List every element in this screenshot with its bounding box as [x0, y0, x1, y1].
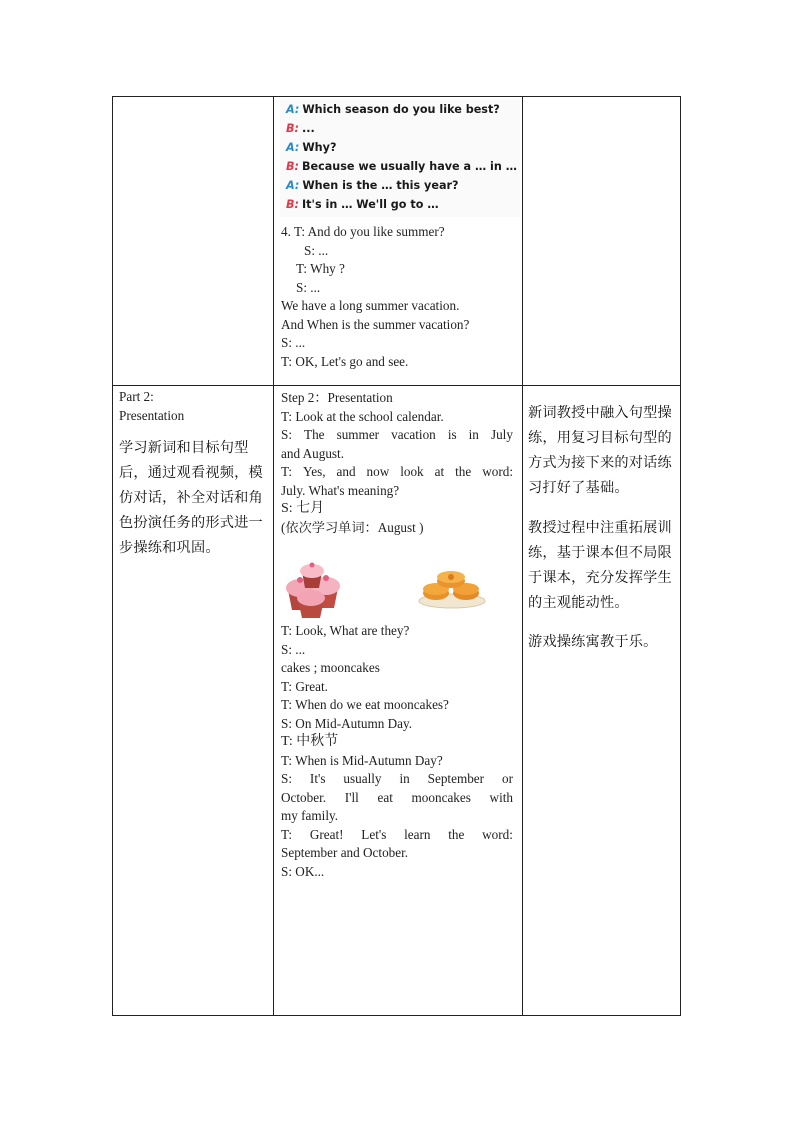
- text-line: T: Look at the school calendar.: [281, 408, 444, 424]
- word: at: [434, 464, 445, 479]
- text-line: S: 七月: [281, 501, 325, 516]
- word: T:: [281, 464, 293, 479]
- mooncakes-image: [418, 567, 486, 609]
- text-line: [281, 789, 513, 808]
- note-paragraph: 教授过程中注重拓展训练，基于课本但不局限于课本，充分发挥学生的主观能动性。: [528, 520, 672, 611]
- dialogue-line: A: Which season do you like best?: [286, 103, 500, 116]
- text-line: my family.: [281, 808, 339, 823]
- text-line: July. What's meaning?: [281, 482, 400, 498]
- notes-cell: [528, 401, 677, 655]
- word: July: [490, 427, 513, 442]
- mooncake: [437, 571, 465, 588]
- text-line: [281, 826, 513, 845]
- dialogue-line: A: When is the … this year?: [286, 179, 459, 192]
- step-title: Step 2：Presentation: [281, 390, 393, 405]
- word: learn: [404, 826, 431, 842]
- text-line: S: ...: [281, 335, 306, 350]
- word: word:: [482, 464, 513, 479]
- word: Let's: [361, 826, 387, 842]
- step-cell-top: [281, 389, 513, 537]
- row1-step-text: [281, 223, 516, 371]
- text-line: T: 中秋节: [281, 734, 339, 749]
- word: and: [336, 464, 356, 479]
- lesson-table: [112, 96, 681, 1016]
- word: now: [366, 464, 390, 479]
- table-border-left: [112, 96, 113, 1016]
- text-line: We have a long summer vacation.: [281, 298, 460, 313]
- word: September: [427, 771, 485, 786]
- table-border-right: [680, 96, 681, 1016]
- word: The: [304, 427, 325, 442]
- text-line: And When is the summer vacation?: [281, 316, 470, 332]
- part-cell: [119, 388, 269, 561]
- word: Great!: [309, 826, 344, 842]
- word: Yes,: [303, 464, 326, 479]
- word: It's: [309, 771, 326, 786]
- word: T:: [281, 826, 293, 842]
- table-border-top: [112, 96, 681, 97]
- dialogue-line: A: Why?: [286, 141, 337, 154]
- word: word:: [482, 826, 513, 842]
- text-line: [281, 770, 513, 789]
- text-line: [281, 426, 513, 445]
- word: mooncakes: [411, 789, 471, 805]
- word: the: [455, 464, 472, 479]
- text-line: S: ...: [304, 242, 329, 258]
- word: or: [501, 771, 513, 786]
- word: look: [400, 464, 424, 479]
- word: in: [468, 427, 479, 442]
- note-paragraph: 游戏操练寓教于乐。: [528, 634, 658, 650]
- note-paragraph: 新词教授中融入句型操练，用复习目标句型的方式为接下来的对话练习打好了基础。: [528, 405, 672, 496]
- word: in: [399, 771, 410, 786]
- text-line: [281, 463, 513, 482]
- step-cell-bottom: [281, 622, 513, 881]
- text-line: S: ...: [281, 641, 306, 657]
- word: usually: [343, 771, 382, 786]
- text-line: T: Look, What are they?: [281, 623, 410, 638]
- text-line: 4. T: And do you like summer?: [281, 224, 445, 239]
- word: is: [447, 427, 457, 442]
- text-line: cakes ; mooncakes: [281, 660, 380, 675]
- dialogue-line: B: It's in … We'll go to …: [286, 198, 439, 211]
- word: with: [489, 789, 513, 805]
- word: the: [448, 826, 465, 842]
- cupcake: [297, 590, 325, 618]
- word: eat: [377, 789, 393, 805]
- text-line: S: ...: [296, 279, 321, 295]
- text-line: and August.: [281, 445, 345, 461]
- table-border-bottom: [112, 1015, 681, 1016]
- text-line: (依次学习单词：August ): [281, 519, 424, 535]
- dialogue-line: B: ...: [286, 122, 315, 135]
- text-line: September and October.: [281, 845, 409, 860]
- part-description: 学习新词和目标句型后，通过观看视频，模仿对话，补全对话和角色扮演任务的形式进一步操练和巩固。: [119, 440, 263, 556]
- word: summer: [336, 427, 380, 442]
- text-line: T: Why ?: [296, 261, 345, 276]
- text-line: T: When do we eat mooncakes?: [281, 697, 449, 712]
- text-line: S: On Mid-Autumn Day.: [281, 715, 413, 731]
- dialogue-image: [280, 99, 520, 217]
- table-border-middle: [112, 385, 681, 386]
- cupcakes-image: [284, 562, 346, 618]
- word: S:: [281, 427, 292, 442]
- word: October.: [281, 789, 327, 805]
- word: vacation: [391, 427, 436, 442]
- dialogue-line: B: Because we usually have a … in …: [286, 160, 517, 173]
- part-title: Part 2:: [119, 389, 154, 404]
- text-line: S: OK...: [281, 863, 325, 879]
- table-divider-1: [273, 96, 274, 1016]
- part-name: Presentation: [119, 407, 185, 423]
- word: S:: [281, 771, 292, 786]
- table-divider-2: [522, 96, 523, 1016]
- word: I'll: [344, 789, 359, 805]
- text-line: T: OK, Let's go and see.: [281, 353, 409, 369]
- text-line: T: When is Mid-Autumn Day?: [281, 752, 443, 768]
- text-line: T: Great.: [281, 678, 328, 694]
